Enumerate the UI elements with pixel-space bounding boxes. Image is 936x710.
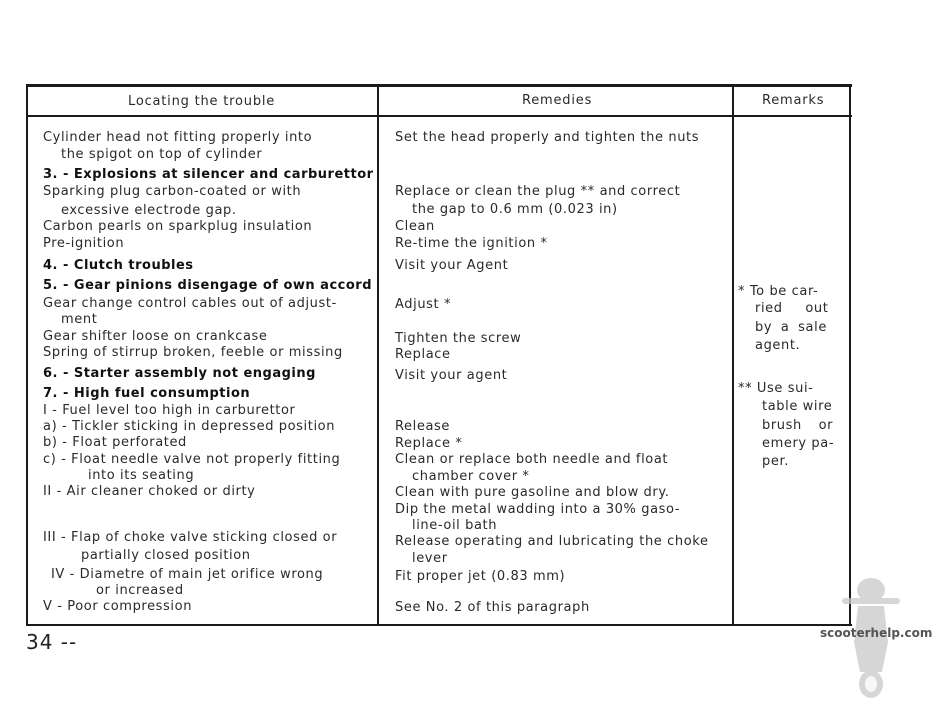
remedy-line: Replace or clean the plug ** and correct xyxy=(395,184,681,199)
trouble-line: a) - Tickler sticking in depressed position xyxy=(43,419,336,434)
remedy-line: Adjust * xyxy=(395,297,452,312)
remedy-line: Clean or replace both needle and float xyxy=(395,452,669,467)
section-heading: 6. - Starter assembly not engaging xyxy=(43,366,316,381)
column-header-trouble: Locating the trouble xyxy=(128,94,276,109)
trouble-line: Cylinder head not fitting properly into xyxy=(43,130,313,145)
column-header-remarks: Remarks xyxy=(762,93,825,108)
remedy-line: Replace * xyxy=(395,436,463,451)
trouble-line: V - Poor compression xyxy=(43,599,193,614)
remedy-line: Dip the metal wadding into a 30% gaso- xyxy=(395,502,681,517)
remark-line: ** Use sui- xyxy=(738,381,814,396)
remedy-line: lever xyxy=(412,551,448,566)
trouble-line: Gear change control cables out of adjust- xyxy=(43,296,337,311)
remedy-line: Release operating and lubricating the choke xyxy=(395,534,709,549)
trouble-line: II - Air cleaner choked or dirty xyxy=(43,484,256,499)
remark-line: ried out xyxy=(755,301,829,316)
trouble-line: partially closed position xyxy=(81,548,251,563)
page-number: 34 -- xyxy=(26,630,78,654)
header-bottom-rule xyxy=(26,115,852,117)
trouble-line: the spigot on top of cylinder xyxy=(61,147,263,162)
remedy-line: Fit proper jet (0.83 mm) xyxy=(395,569,566,584)
remedy-line: Release xyxy=(395,419,450,434)
trouble-line: or increased xyxy=(96,583,184,598)
remedy-line: Clean xyxy=(395,219,435,234)
trouble-line: I - Fuel level too high in carburettor xyxy=(43,403,296,418)
section-heading: 5. - Gear pinions disengage of own accord xyxy=(43,278,373,293)
remedy-line: Visit your Agent xyxy=(395,258,509,273)
remedy-line: See No. 2 of this paragraph xyxy=(395,600,590,615)
trouble-line: b) - Float perforated xyxy=(43,435,187,450)
table-top-rule xyxy=(26,84,852,87)
trouble-line: Sparking plug carbon-coated or with xyxy=(43,184,302,199)
trouble-line: excessive electrode gap. xyxy=(61,203,237,218)
remark-line: per. xyxy=(762,454,789,469)
remedy-line: Re-time the ignition * xyxy=(395,236,548,251)
remedy-line: Clean with pure gasoline and blow dry. xyxy=(395,485,670,500)
table-left-rule xyxy=(26,84,28,626)
trouble-line: ment xyxy=(61,312,98,327)
remedy-line: Set the head properly and tighten the nuts xyxy=(395,130,700,145)
remedy-line: the gap to 0.6 mm (0.023 in) xyxy=(412,202,618,217)
section-heading: 7. - High fuel consumption xyxy=(43,386,251,401)
column-header-remedies: Remedies xyxy=(522,93,593,108)
remark-line: table wire xyxy=(762,399,833,414)
remark-line: by a sale xyxy=(755,320,827,335)
remedy-line: line-oil bath xyxy=(412,518,498,533)
section-heading: 3. - Explosions at silencer and carburettor xyxy=(43,167,374,182)
remedy-line: Visit your agent xyxy=(395,368,508,383)
column-divider-2 xyxy=(732,86,734,626)
trouble-line: into its seating xyxy=(88,468,195,483)
remark-line: brush or xyxy=(762,418,834,433)
remedy-line: chamber cover * xyxy=(412,469,530,484)
trouble-line: Carbon pearls on sparkplug insulation xyxy=(43,219,313,234)
remark-line: emery pa- xyxy=(762,436,835,451)
remark-line: * To be car- xyxy=(738,284,819,299)
trouble-line: III - Flap of choke valve sticking closed or xyxy=(43,530,338,545)
trouble-line: Pre-ignition xyxy=(43,236,125,251)
column-divider-1 xyxy=(377,86,379,626)
section-heading: 4. - Clutch troubles xyxy=(43,258,194,273)
table-bottom-rule xyxy=(26,624,852,626)
table-right-rule xyxy=(849,86,851,626)
remedy-line: Replace xyxy=(395,347,451,362)
trouble-line: IV - Diametre of main jet orifice wrong xyxy=(51,567,324,582)
trouble-line: Spring of stirrup broken, feeble or missing xyxy=(43,345,343,360)
remark-line: agent. xyxy=(755,338,801,353)
watermark-text: scooterhelp.com xyxy=(820,626,933,640)
trouble-line: c) - Float needle valve not properly fitting xyxy=(43,452,341,467)
remedy-line: Tighten the screw xyxy=(395,331,522,346)
trouble-line: Gear shifter loose on crankcase xyxy=(43,329,268,344)
